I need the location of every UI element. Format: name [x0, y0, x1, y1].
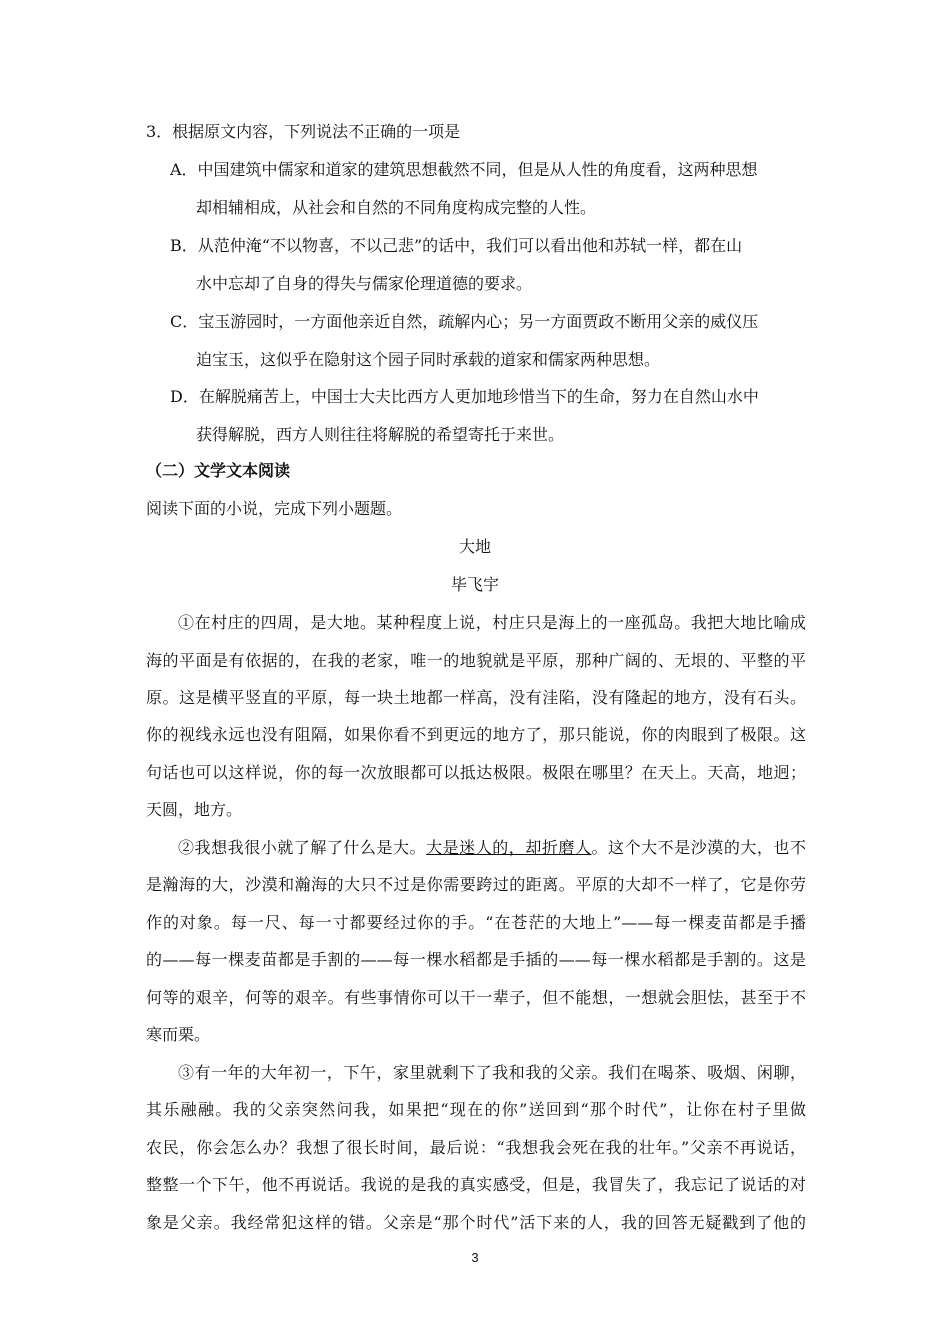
- option-d-line1: D．在解脱痛苦上，中国士大夫比西方人更加地珍惜当下的生命，努力在自然山水中: [170, 387, 759, 406]
- paragraph-3-line: 整整一个下午，他不再说话。我说的是我的真实感受，但是，我冒失了，我忘记了说话的对: [146, 1175, 806, 1194]
- paragraph-2-text: 。这个大不是沙漠的大，也不: [591, 838, 806, 857]
- page-number: 3: [471, 1250, 479, 1265]
- option-a-line2: 却相辅相成，从社会和自然的不同角度构成完整的人性。: [196, 198, 597, 217]
- paragraph-1-line: 天圆，地方。: [146, 800, 243, 819]
- paragraph-3-line: 其乐融融。我的父亲突然问我，如果把“现在的你”送回到“那个时代”，让你在村子里做: [146, 1100, 806, 1119]
- paragraph-2-line: 的——每一棵麦苗都是手割的——每一棵水稻都是手插的——每一棵水稻都是手割的。这是: [146, 950, 806, 969]
- option-b-line2: 水中忘却了自身的得失与儒家伦理道德的要求。: [196, 274, 533, 293]
- paragraph-2-line: 是瀚海的大，沙漠和瀚海的大只不过是你需要跨过的距离。平原的大却不一样了，它是你劳: [146, 875, 806, 894]
- paragraph-2-line: 作的对象。每一尺、每一寸都要经过你的手。“在苍茫的大地上”——每一棵麦苗都是手播: [146, 913, 806, 932]
- paragraph-3-line: ③有一年的大年初一，下午，家里就剩下了我和我的父亲。我们在喝茶、吸烟、闲聊，: [178, 1063, 806, 1082]
- option-c-line1: C．宝玉游园时，一方面他亲近自然，疏解内心；另一方面贾政不断用父亲的威仪压: [170, 312, 759, 331]
- story-author: 毕飞宇: [450, 575, 499, 594]
- paragraph-1-line: 海的平面是有依据的，在我的老家，唯一的地貌就是平原，那种广阔的、无垠的、平整的平: [146, 651, 806, 670]
- paragraph-2-line: 何等的艰辛，何等的艰辛。有些事情你可以干一辈子，但不能想，一想就会胆怯，甚至于不: [146, 988, 806, 1007]
- paragraph-2-line: 寒而栗。: [146, 1025, 211, 1044]
- paragraph-1-line: 句话也可以这样说，你的每一次放眼都可以抵达极限。极限在哪里？在天上。天高，地迥；: [146, 763, 806, 782]
- option-b-line1: B．从范仲淹“不以物喜，不以己悲”的话中，我们可以看出他和苏轼一样，都在山: [170, 236, 743, 255]
- paragraph-1-line: 你的视线永远也没有阻隔，如果你看不到更远的地方了，那只能说，你的肉眼到了极限。这: [146, 725, 806, 744]
- option-c-line2: 迫宝玉，这似乎在隐射这个园子同时承载的道家和儒家两种思想。: [196, 350, 661, 369]
- paragraph-3-line: 农民，你会怎么办？我想了很长时间，最后说：“我想我会死在我的壮年。”父亲不再说话，: [146, 1138, 806, 1157]
- question-stem: 3．根据原文内容，下列说法不正确的一项是: [146, 122, 461, 141]
- option-a-line1: A．中国建筑中儒家和道家的建筑思想截然不同，但是从人性的角度看，这两种思想: [170, 160, 758, 179]
- section-heading: （二）文学文本阅读: [146, 461, 291, 480]
- paragraph-2-text: ②我想我很小就了解了什么是大。: [178, 838, 427, 857]
- underlined-sentence: 大是迷人的，却折磨人: [426, 838, 592, 857]
- story-title: 大地: [458, 537, 491, 556]
- paragraph-2-line: [178, 837, 806, 859]
- reading-instruction: 阅读下面的小说，完成下列小题题。: [146, 499, 403, 518]
- paragraph-1-line: ①在村庄的四周，是大地。某种程度上说，村庄只是海上的一座孤岛。我把大地比喻成: [178, 613, 806, 632]
- paragraph-1-line: 原。这是横平竖直的平原，每一块土地都一样高，没有洼陷，没有隆起的地方，没有石头。: [146, 688, 806, 707]
- option-d-line2: 获得解脱，西方人则往往将解脱的希望寄托于来世。: [196, 425, 565, 444]
- paragraph-3-line: 象是父亲。我经常犯这样的错。父亲是“那个时代”活下来的人，我的回答无疑戳到了他的: [146, 1213, 806, 1232]
